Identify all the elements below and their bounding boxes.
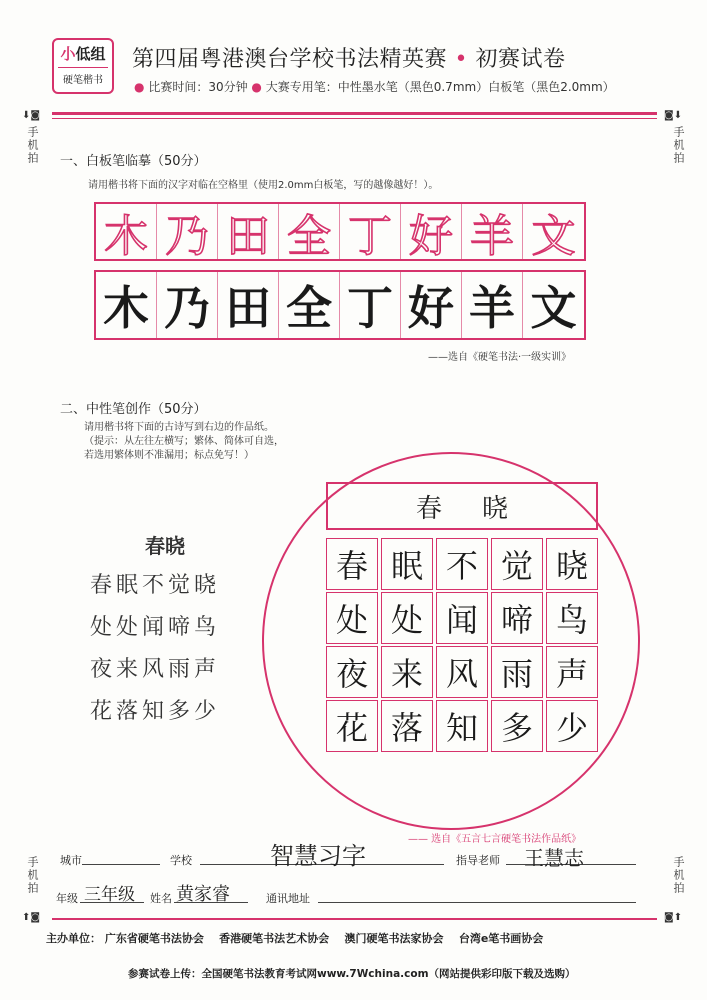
writing-cell[interactable]: [462, 272, 523, 338]
model-cell: [279, 204, 340, 262]
writing-cell[interactable]: [157, 272, 218, 338]
camera-icon: ◙⬇: [664, 110, 683, 121]
section2-instruction-3: 若选用繁体则不准漏用；标点免写！）: [84, 450, 254, 461]
work-cell[interactable]: 啼: [491, 592, 543, 644]
title-tail: 初赛试卷: [475, 47, 566, 72]
model-cell: [523, 204, 584, 262]
model-cell: [157, 204, 218, 262]
exam-time: 比赛时间：30分钟: [148, 80, 248, 94]
written-char: 全: [286, 281, 332, 335]
work-row: [326, 700, 601, 752]
badge-bottom: 硬笔楷书: [63, 75, 103, 86]
written-char: 田: [225, 281, 271, 335]
work-cell[interactable]: 雨: [491, 646, 543, 698]
model-char: 乃: [165, 210, 209, 262]
header-rule-thin: [52, 118, 657, 119]
section2-heading: 二、中性笔创作（50分）: [60, 402, 207, 417]
exam-pen: 大赛专用笔：中性墨水笔（黑色0.7mm）白板笔（黑色2.0mm）: [265, 80, 615, 94]
writing-cell[interactable]: [340, 272, 401, 338]
model-cell: [96, 204, 157, 262]
camera-icon: ⬆◙: [22, 912, 41, 923]
grade-value: 三年级: [84, 885, 135, 905]
model-cell: [340, 204, 401, 262]
model-char: 田: [226, 210, 270, 262]
exam-info: [134, 78, 615, 95]
written-char: 乃: [164, 281, 210, 335]
work-cell[interactable]: 风: [436, 646, 488, 698]
model-cell: [218, 204, 279, 262]
teacher-label: 指导老师: [456, 854, 500, 867]
work-row: [326, 538, 601, 590]
teacher-value: 王慧志: [524, 846, 584, 870]
work-cell[interactable]: 落: [381, 700, 433, 752]
work-cell[interactable]: 晓: [546, 538, 598, 590]
organizer-item: 香港硬笔书法艺术协会: [219, 932, 330, 945]
work-row: [326, 646, 601, 698]
camera-icon: ◙⬆: [664, 912, 683, 923]
title-separator: •: [454, 47, 468, 72]
written-char: 好: [408, 281, 454, 335]
side-label-top-left: 手机拍: [26, 126, 39, 165]
name-value: 黄家睿: [176, 884, 230, 905]
badge-top-a: 小: [60, 45, 76, 63]
written-char: 丁: [347, 281, 393, 335]
model-char: 羊: [470, 210, 514, 262]
work-cell[interactable]: 来: [381, 646, 433, 698]
grade-label: 年级: [56, 892, 78, 905]
model-char: 木: [104, 210, 148, 262]
poem-line: 花落知多少: [90, 699, 221, 724]
section2-instruction-2: （提示：从左往左横写；繁体、简体可自选，: [84, 436, 284, 447]
organizer-item: 广东省硬笔书法协会: [104, 932, 204, 945]
side-label-bottom-right: 手机拍: [672, 856, 685, 895]
writing-cell[interactable]: [279, 272, 340, 338]
work-cell[interactable]: 鸟: [546, 592, 598, 644]
section2-instruction-1: 请用楷书将下面的古诗写到右边的作品纸。: [84, 422, 274, 433]
badge-divider: [58, 67, 108, 68]
poem-line: 处处闻啼鸟: [90, 615, 221, 640]
organizer-item: 台湾e笔书画协会: [458, 932, 544, 945]
written-char: 木: [103, 281, 149, 335]
upload-note: 参赛试卷上传：全国硬笔书法教育考试网www.7Wchina.com（网站提供彩印版下载及选购）: [128, 968, 576, 980]
work-cell[interactable]: 声: [546, 646, 598, 698]
work-cell[interactable]: 花: [326, 700, 378, 752]
writing-grid: [94, 270, 586, 340]
section2-source: —— 选自《五言七言硬笔书法作品纸》: [408, 834, 582, 845]
side-label-bottom-left: 手机拍: [26, 856, 39, 895]
footer-rule: [52, 918, 657, 920]
school-label: 学校: [170, 854, 192, 867]
model-char: 文: [531, 210, 576, 262]
work-cell[interactable]: 少: [546, 700, 598, 752]
work-cell[interactable]: 处: [381, 592, 433, 644]
poem-line: 夜来风雨声: [90, 657, 221, 682]
work-cell[interactable]: 夜: [326, 646, 378, 698]
work-cell[interactable]: 知: [436, 700, 488, 752]
model-char: 全: [287, 210, 331, 262]
side-label-top-right: 手机拍: [672, 126, 685, 165]
work-cell[interactable]: 春: [326, 538, 378, 590]
model-char: 丁: [348, 210, 392, 262]
bullet-icon: ●: [251, 80, 262, 94]
work-cell[interactable]: 眠: [381, 538, 433, 590]
writing-cell[interactable]: [401, 272, 462, 338]
page-title: [132, 42, 566, 73]
written-char: 羊: [469, 281, 515, 335]
section1-instruction: 请用楷书将下面的汉字对临在空格里（使用2.0mm白板笔，写的越像越好！）。: [88, 180, 439, 191]
model-grid: [94, 202, 586, 261]
poem-line: 春眠不觉晓: [90, 573, 221, 598]
address-label: 通讯地址: [266, 892, 310, 905]
work-title-box: [326, 482, 598, 530]
school-value: 智慧习字: [270, 842, 366, 870]
work-title: 春晓: [415, 493, 548, 524]
written-char: 文: [530, 281, 577, 335]
city-field[interactable]: [82, 864, 160, 865]
group-badge: [52, 38, 114, 94]
work-cell[interactable]: 处: [326, 592, 378, 644]
section1-heading: 一、白板笔临摹（50分）: [60, 154, 207, 169]
writing-cell[interactable]: [218, 272, 279, 338]
camera-icon: ⬇◙: [22, 110, 41, 121]
work-cell[interactable]: 觉: [491, 538, 543, 590]
name-label: 姓名: [150, 892, 172, 905]
work-cell[interactable]: 闻: [436, 592, 488, 644]
bullet-icon: ●: [134, 80, 145, 94]
organizer-item: 澳门硬笔书法家协会: [344, 932, 444, 945]
address-field[interactable]: [318, 902, 636, 903]
work-cell[interactable]: 不: [436, 538, 488, 590]
writing-cell[interactable]: [96, 272, 157, 338]
writing-cell[interactable]: [523, 272, 584, 338]
title-main: 第四届粤港澳台学校书法精英赛: [132, 47, 448, 72]
organizers: [46, 930, 543, 946]
header-rule-thick: [52, 112, 657, 115]
model-cell: [401, 204, 462, 262]
city-label: 城市: [60, 854, 82, 867]
work-row: [326, 592, 601, 644]
model-char: 好: [409, 210, 453, 262]
badge-top-b: 低组: [75, 45, 106, 63]
model-cell: [462, 204, 523, 262]
work-cell[interactable]: 多: [491, 700, 543, 752]
organizers-label: 主办单位：: [46, 932, 101, 945]
poem-title: 春晓: [145, 534, 185, 558]
section1-source: ——选自《硬笔书法·一级实训》: [428, 352, 572, 363]
